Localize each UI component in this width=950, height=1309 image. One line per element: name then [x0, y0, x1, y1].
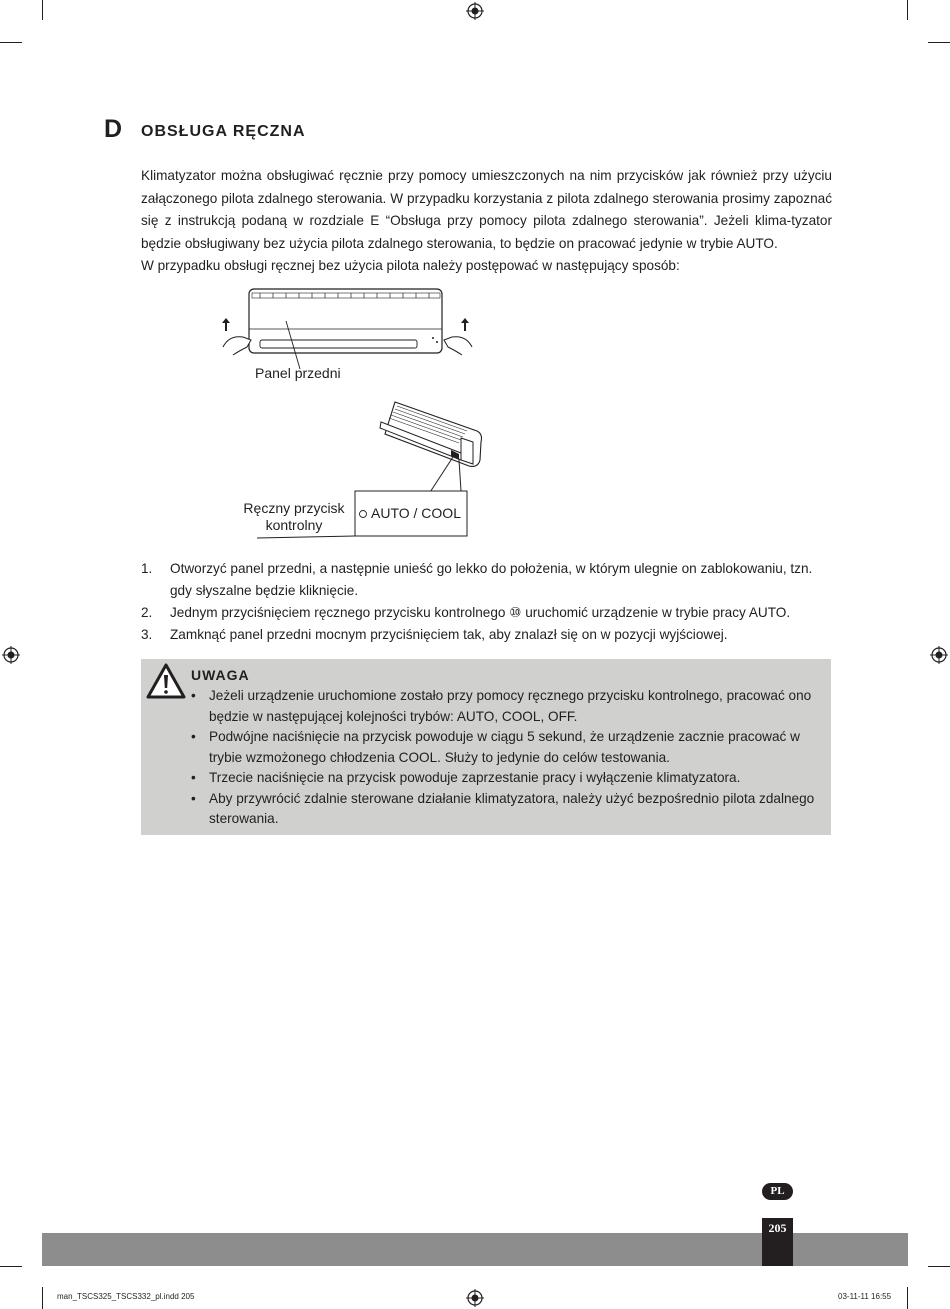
warning-item-text: Jeżeli urządzenie uruchomione zostało przy pomocy ręcznego przycisku kontrolnego, pracować ono będzie w następującej kolejności trybów: AUTO, COOL, OFF. [209, 688, 812, 724]
bullet-dot: • [191, 790, 196, 806]
step-number: 3. [141, 627, 153, 642]
step-item [141, 558, 832, 602]
warning-item [191, 686, 823, 727]
manual-button-label-line: Ręczny przycisk [243, 500, 345, 516]
crop-mark [0, 1266, 22, 1267]
ac-front-illustration [215, 285, 480, 370]
step-number: 1. [141, 561, 153, 576]
warning-title: UWAGA [191, 667, 250, 683]
registration-mark-icon [466, 1289, 484, 1307]
crop-mark [42, 0, 43, 20]
crop-mark [907, 0, 908, 20]
auto-cool-button-text: AUTO / COOL [371, 505, 461, 521]
registration-mark-icon [930, 646, 948, 664]
front-panel-label: Panel przedni [255, 365, 341, 381]
warning-item-text: Aby przywrócić zdalnie sterowane działanie klimatyzatora, należy użyć bezpośrednio pilota zdalnego sterowania. [209, 790, 815, 826]
bullet-dot: • [191, 770, 196, 785]
crop-mark [42, 1287, 43, 1309]
slug-date-time: 03-11-11 16:55 [838, 1292, 892, 1301]
manual-button-label [232, 500, 356, 534]
step-text: Zamknąć panel przedni mocnym przyciśnięciem tak, aby znalazł się on w pozycji wyjściowej. [170, 627, 728, 642]
warning-item-text: Trzecie naciśnięcie na przycisk powoduje zaprzestanie pracy i wyłączenie klimatyzatora. [209, 770, 741, 785]
warning-item [191, 789, 823, 830]
slug-file-name: man_TSCS325_TSCS332_pl.indd 205 [57, 1292, 195, 1301]
bullet-dot: • [191, 729, 196, 744]
page-number: 205 [768, 1221, 787, 1235]
step-text: Otworzyć panel przedni, a następnie unieść go lekko do położenia, w którym ulegnie on zablokowaniu, tzn. gdy słyszalne będzie kliknięcie. [170, 561, 813, 598]
warning-triangle-icon [145, 662, 187, 700]
crop-mark [928, 1266, 950, 1267]
section-title: OBSŁUGA RĘCZNA [141, 123, 306, 140]
warning-item-text: Podwójne naciśnięcie na przycisk powoduje w ciągu 5 sekund, że urządzenie zacznie pracować w trybie wzmożonego chłodzenia COOL. Służy to jedynie do celów testowania. [209, 729, 800, 765]
step-text: Jednym przyciśnięciem ręcznego przycisku kontrolnego ⑩ uruchomić urządzenie w trybie pracy AUTO. [170, 605, 791, 620]
manual-button-label-line: kontrolny [265, 517, 323, 533]
intro-paragraph: W przypadku obsługi ręcznej bez użycia pilota należy postępować w następujący sposób: [141, 258, 680, 273]
crop-mark [0, 42, 22, 43]
warning-list [191, 686, 823, 830]
warning-item [191, 768, 823, 789]
section-letter: D [104, 115, 123, 143]
step-number: 2. [141, 605, 153, 620]
intro-text [141, 165, 832, 278]
crop-mark [928, 42, 950, 43]
intro-paragraph: Klimatyzator można obsługiwać ręcznie przy pomocy umieszczonych na nim przycisków jak również przy użyciu załączonego pilota zdalnego sterowania. W przypadku korzystania z pilota zdalnego sterowania prosimy zapoznać się z instrukcją podaną w rozdziale E “Obsługa przy pomocy pilota zdalnego sterowania”. Jeżeli klima-tyzator będzie obsługiwany bez użycia pilota zdalnego sterowania, to będzie on pracować jedynie w trybie AUTO. [141, 168, 832, 251]
warning-item [191, 727, 823, 768]
bullet-dot: • [191, 688, 196, 703]
step-item [141, 624, 832, 646]
language-badge: PL [762, 1183, 793, 1200]
registration-mark-icon [2, 646, 20, 664]
registration-mark-icon [466, 2, 484, 20]
step-item [141, 602, 832, 624]
crop-mark [907, 1287, 908, 1309]
steps-list [141, 558, 832, 646]
